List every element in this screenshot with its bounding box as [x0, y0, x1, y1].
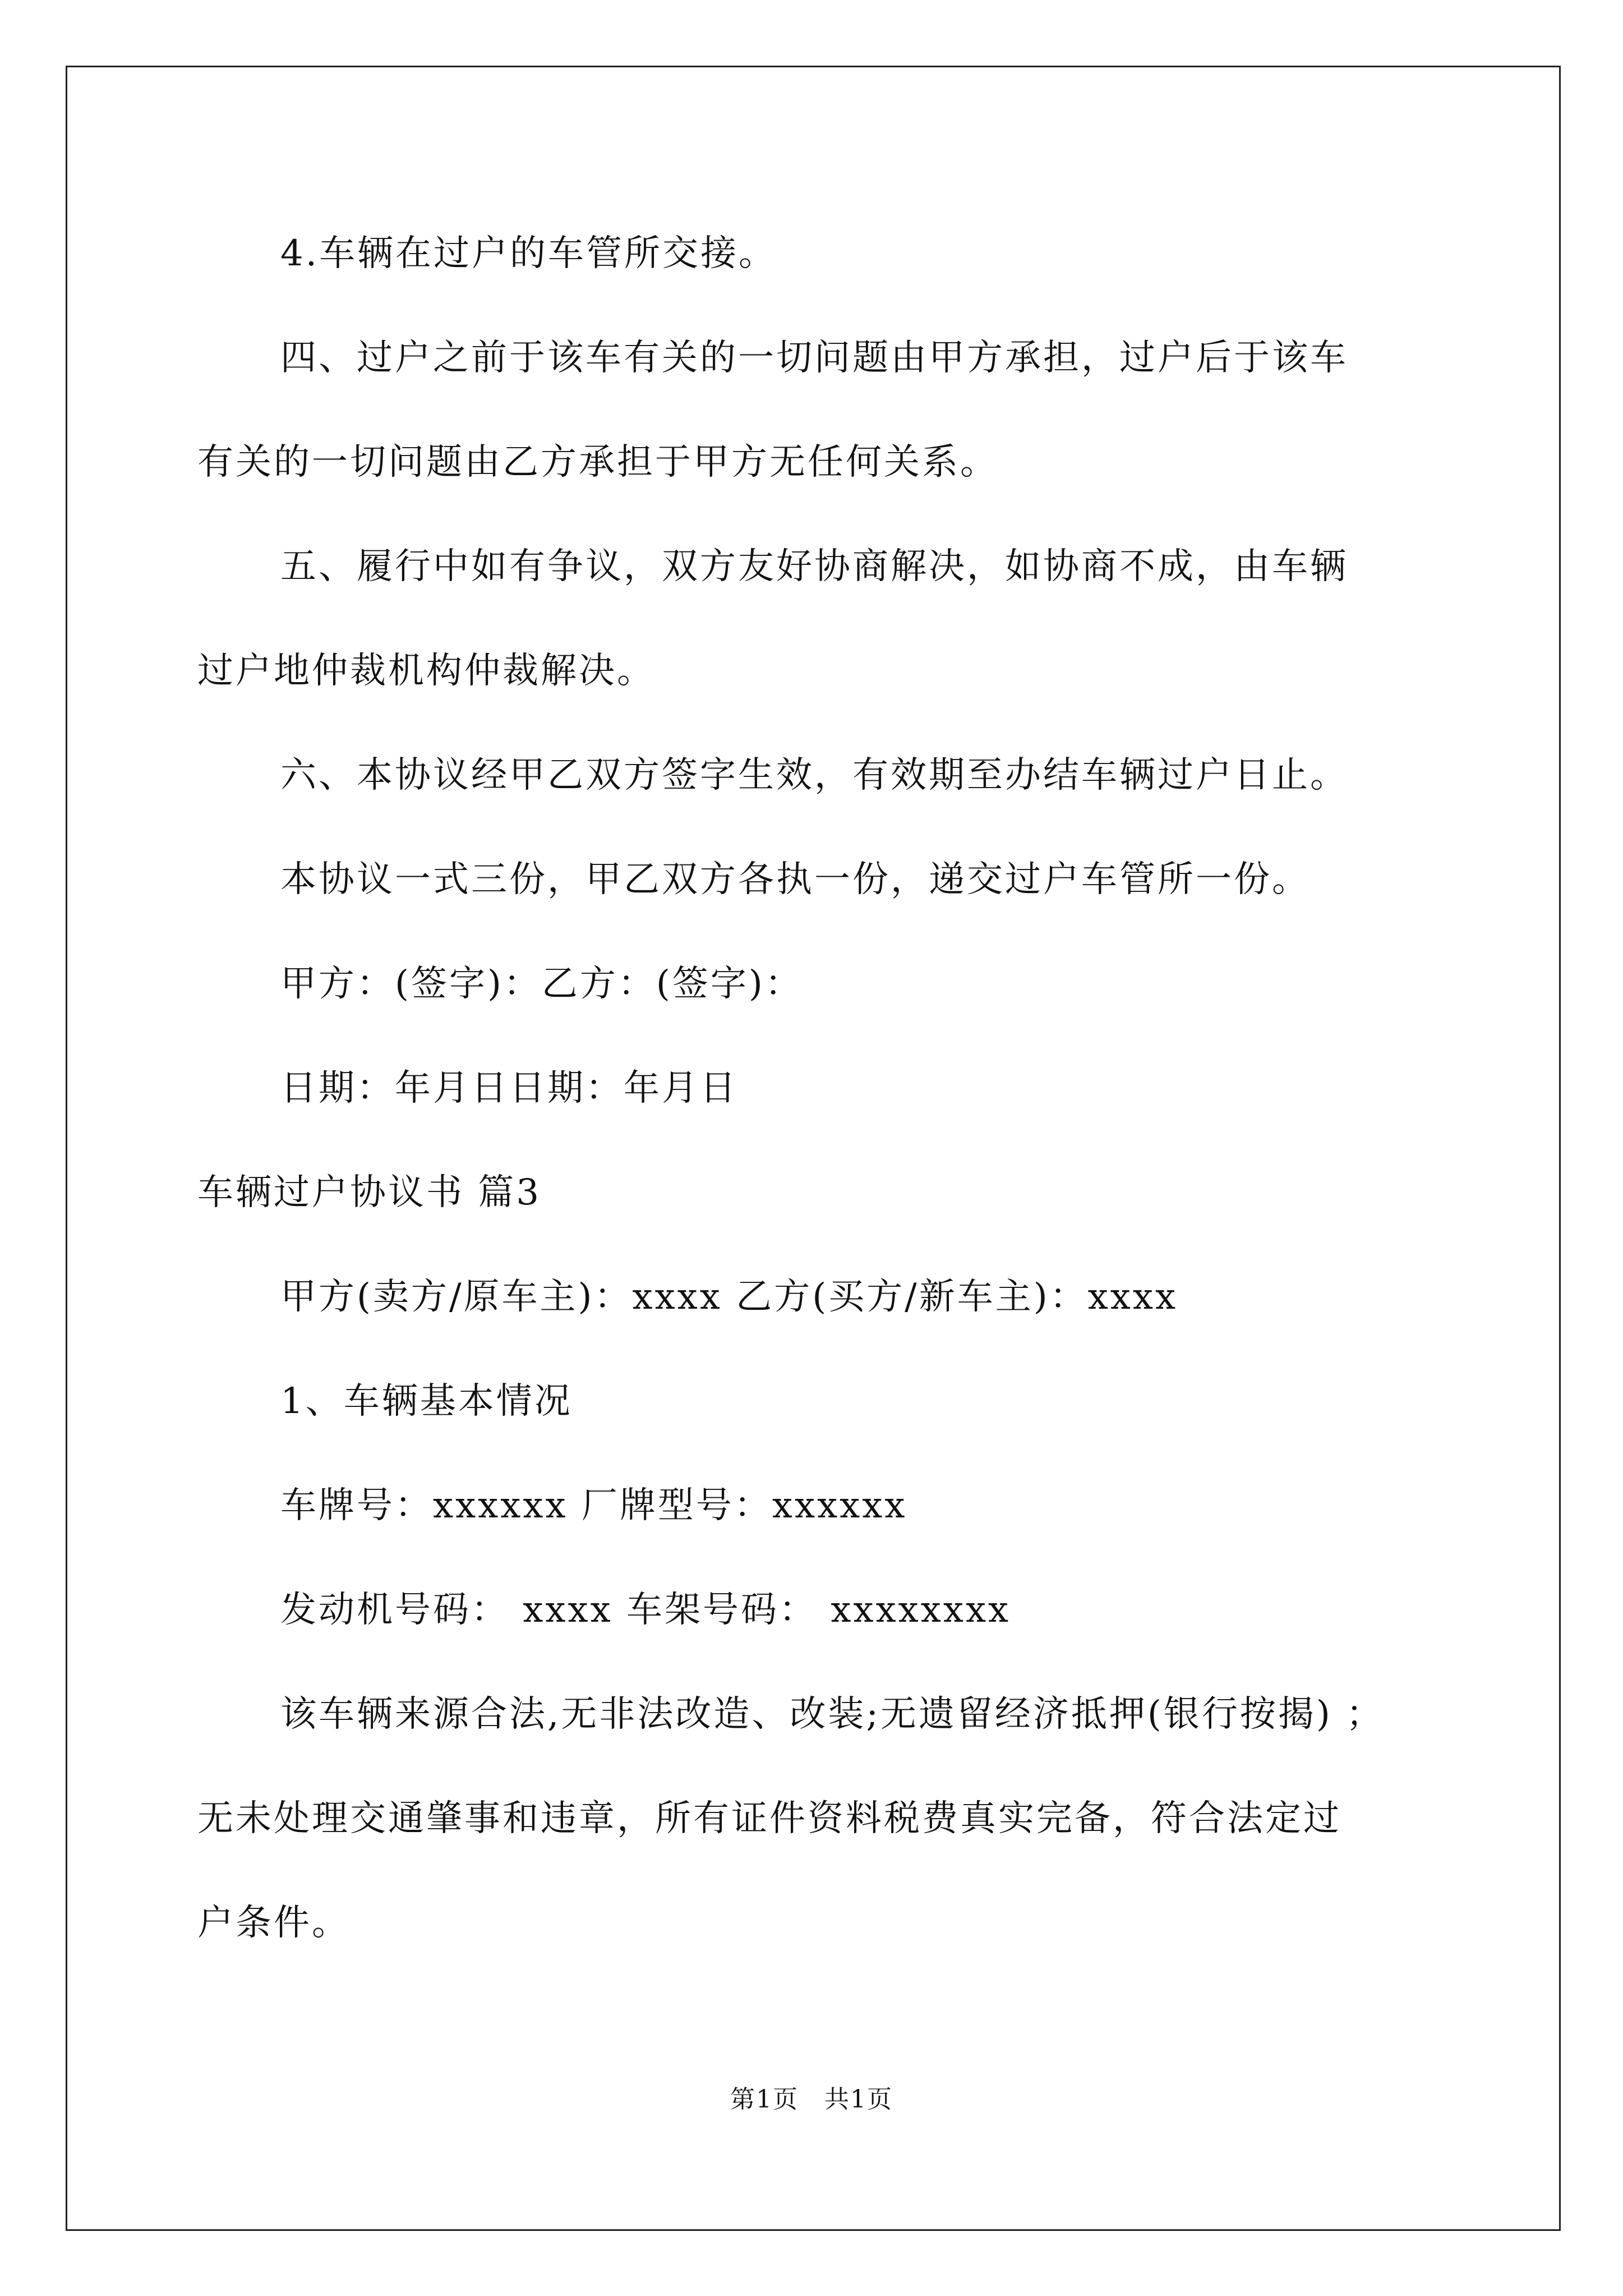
vehicle-info-heading: 1、车辆基本情况	[280, 1381, 573, 1422]
clause-4-handover: 4.车辆在过户的车管所交接。	[280, 233, 777, 274]
clause-six: 六、本协议经甲乙双方签字生效，有效期至办结车辆过户日止。	[280, 754, 1348, 796]
clause-five-line-2: 过户地仲裁机构仲裁解决。	[197, 650, 655, 692]
page-number: 第1页 共1页	[730, 2085, 893, 2114]
legality-line-1: 该车辆来源合法,无非法改造、改装;无遗留经济抵押(银行按揭) ；	[280, 1694, 1385, 1735]
engine-frame-number-line: 发动机号码： xxxx 车架号码： xxxxxxxx	[280, 1589, 1011, 1631]
section-heading: 车辆过户协议书 篇3	[197, 1172, 542, 1213]
copies-statement: 本协议一式三份，甲乙双方各执一份，递交过户车管所一份。	[280, 859, 1310, 900]
legality-line-2: 无未处理交通肇事和违章，所有证件资料税费真实完备，符合法定过	[197, 1798, 1341, 1839]
date-line: 日期：年月日日期：年月日	[280, 1068, 738, 1109]
clause-five-line-1: 五、履行中如有争议，双方友好协商解决，如协商不成，由车辆	[280, 546, 1348, 587]
clause-four-line-1: 四、过户之前于该车有关的一切问题由甲方承担，过户后于该车	[280, 337, 1348, 379]
signature-line: 甲方：(签字)：乙方：(签字)：	[280, 963, 803, 1005]
plate-model-line: 车牌号：xxxxxx 厂牌型号：xxxxxx	[280, 1485, 907, 1526]
clause-four-line-2: 有关的一切问题由乙方承担于甲方无任何关系。	[197, 441, 998, 483]
parties-line: 甲方(卖方/原车主)：xxxx 乙方(买方/新车主)：xxxx	[280, 1276, 1178, 1318]
legality-line-3: 户条件。	[197, 1902, 350, 1944]
